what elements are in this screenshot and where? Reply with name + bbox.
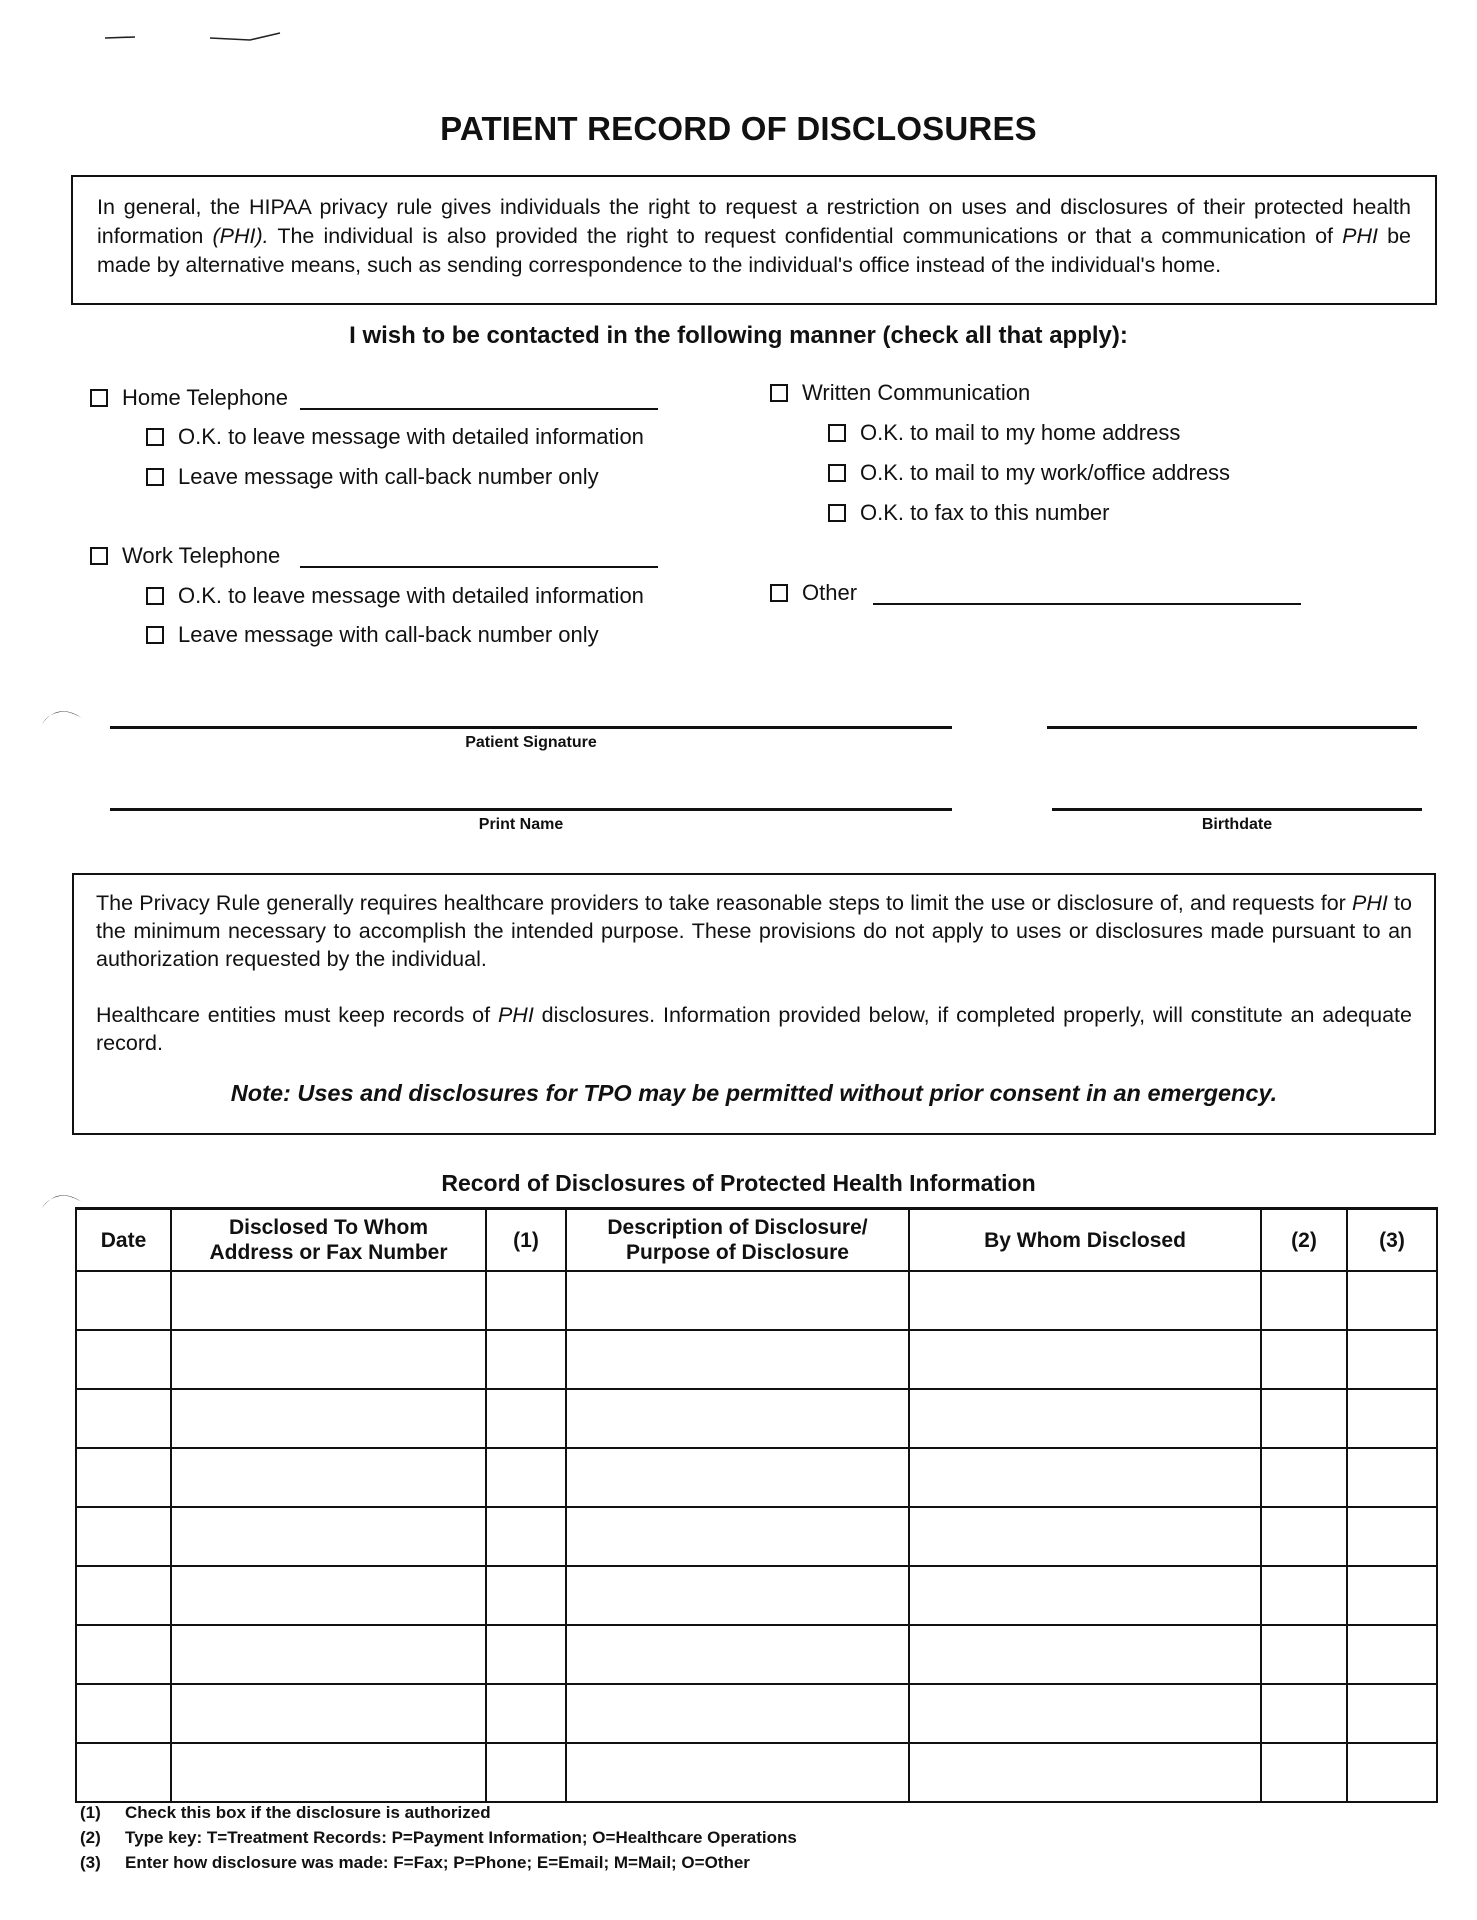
- cell-authorized[interactable]: [486, 1625, 566, 1684]
- page-title: PATIENT RECORD OF DISCLOSURES: [440, 110, 1037, 147]
- home-callback-only-option[interactable]: [146, 464, 599, 490]
- cell-description[interactable]: [566, 1448, 909, 1507]
- other-contact-label: Other: [802, 580, 858, 605]
- birthdate-field[interactable]: [1052, 808, 1422, 811]
- mail-home-address-checkbox[interactable]: [828, 424, 846, 442]
- cell-by-whom[interactable]: [909, 1684, 1261, 1743]
- work-callback-only-option[interactable]: [146, 622, 599, 648]
- cell-authorized[interactable]: [486, 1330, 566, 1389]
- written-communication-label: Written Communication: [802, 380, 1031, 405]
- cell-method[interactable]: [1347, 1448, 1437, 1507]
- cell-authorized[interactable]: [486, 1271, 566, 1330]
- cell-method[interactable]: [1347, 1625, 1437, 1684]
- table-row: [76, 1566, 1437, 1625]
- cell-authorized[interactable]: [486, 1389, 566, 1448]
- cell-type[interactable]: [1261, 1625, 1347, 1684]
- work-telephone-option[interactable]: [90, 543, 658, 569]
- cell-by-whom[interactable]: [909, 1507, 1261, 1566]
- table-row: [76, 1330, 1437, 1389]
- fax-number-option[interactable]: [828, 500, 1109, 526]
- home-detailed-message-checkbox[interactable]: [146, 428, 164, 446]
- cell-description[interactable]: [566, 1743, 909, 1802]
- mail-home-address-option[interactable]: [828, 420, 1180, 446]
- work-detailed-message-label: O.K. to leave message with detailed information: [178, 583, 644, 608]
- tpo-emergency-note: Note: Uses and disclosures for TPO may be permitted without prior consent in an emergency.: [230, 1080, 1278, 1106]
- cell-description[interactable]: [566, 1566, 909, 1625]
- cell-authorized[interactable]: [486, 1684, 566, 1743]
- cell-method[interactable]: [1347, 1566, 1437, 1625]
- cell-authorized[interactable]: [486, 1566, 566, 1625]
- work-telephone-checkbox[interactable]: [90, 547, 108, 565]
- disclosure-table-title: Record of Disclosures of Protected Health Information: [441, 1170, 1036, 1196]
- home-callback-only-checkbox[interactable]: [146, 468, 164, 486]
- table-header-row: [76, 1209, 1437, 1272]
- cell-type[interactable]: [1261, 1566, 1347, 1625]
- cell-type[interactable]: [1261, 1271, 1347, 1330]
- punch-hole-mark-icon: [38, 700, 88, 728]
- other-contact-option[interactable]: [770, 580, 1301, 606]
- home-callback-only-label: Leave message with call-back number only: [178, 464, 599, 489]
- cell-type[interactable]: [1261, 1330, 1347, 1389]
- cell-authorized[interactable]: [486, 1743, 566, 1802]
- cell-description[interactable]: [566, 1330, 909, 1389]
- cell-date[interactable]: [76, 1330, 171, 1389]
- cell-date[interactable]: [76, 1271, 171, 1330]
- cell-authorized[interactable]: [486, 1448, 566, 1507]
- cell-by-whom[interactable]: [909, 1389, 1261, 1448]
- fax-number-checkbox[interactable]: [828, 504, 846, 522]
- home-telephone-input[interactable]: [300, 386, 658, 410]
- cell-disclosed-to[interactable]: [171, 1684, 486, 1743]
- table-row: [76, 1448, 1437, 1507]
- footnote-3: (3) Enter how disclosure was made: F=Fax; P=Phone; E=Email; M=Mail; O=Other: [80, 1853, 750, 1872]
- cell-description[interactable]: [566, 1507, 909, 1566]
- cell-date[interactable]: [76, 1625, 171, 1684]
- cell-by-whom[interactable]: [909, 1330, 1261, 1389]
- work-callback-only-checkbox[interactable]: [146, 626, 164, 644]
- privacy-rule-paragraph: The Privacy Rule generally requires healthcare providers to take reasonable steps to limit the use or disclosure of, and requests for PHI to the minimum necessary to accomplish the intended purpose. These provisions do not apply to uses or disclosures made pursuant to an authorization requested by the individual.: [96, 891, 1412, 971]
- table-row: [76, 1684, 1437, 1743]
- cell-date[interactable]: [76, 1507, 171, 1566]
- footnote-1: (1) Check this box if the disclosure is authorized: [80, 1803, 491, 1822]
- cell-description[interactable]: [566, 1271, 909, 1330]
- cell-authorized[interactable]: [486, 1507, 566, 1566]
- cell-disclosed-to[interactable]: [171, 1743, 486, 1802]
- cell-method[interactable]: [1347, 1684, 1437, 1743]
- home-telephone-option[interactable]: [90, 385, 658, 411]
- table-row: [76, 1507, 1437, 1566]
- home-telephone-label: Home Telephone: [122, 385, 288, 410]
- birthdate-label: Birthdate: [1201, 816, 1273, 833]
- patient-signature-field[interactable]: [110, 726, 952, 729]
- column-header-by-whom: By Whom Disclosed: [909, 1209, 1261, 1272]
- cell-type[interactable]: [1261, 1389, 1347, 1448]
- scan-artifact-top: [100, 28, 300, 48]
- cell-method[interactable]: [1347, 1271, 1437, 1330]
- written-communication-checkbox[interactable]: [770, 384, 788, 402]
- table-row: [76, 1625, 1437, 1684]
- cell-by-whom[interactable]: [909, 1271, 1261, 1330]
- cell-description[interactable]: [566, 1625, 909, 1684]
- mail-work-address-checkbox[interactable]: [828, 464, 846, 482]
- cell-method[interactable]: [1347, 1507, 1437, 1566]
- written-communication-option[interactable]: [770, 380, 1030, 406]
- cell-date[interactable]: [76, 1566, 171, 1625]
- hipaa-intro-box: [71, 175, 1437, 305]
- cell-date[interactable]: [76, 1448, 171, 1507]
- column-header-description: Description of Disclosure/ Purpose of Disclosure: [566, 1209, 909, 1272]
- table-row: [76, 1743, 1437, 1802]
- print-name-field[interactable]: [110, 808, 952, 811]
- disclosure-record-table: [75, 1207, 1438, 1803]
- print-name-label: Print Name: [478, 816, 564, 833]
- cell-disclosed-to[interactable]: [171, 1566, 486, 1625]
- hipaa-intro-text: In general, the HIPAA privacy rule gives individuals the right to request a restriction on uses and disclosures of their protected health information (PHI). The individual is also provided the right to request confidential communications or that a communication of PHI be made by alternative means, such as sending correspondence to the individual's office instead of the individual's home.: [97, 195, 1411, 277]
- table-footnotes: [80, 1800, 797, 1875]
- cell-date[interactable]: [76, 1389, 171, 1448]
- work-telephone-input[interactable]: [300, 544, 658, 568]
- other-contact-checkbox[interactable]: [770, 584, 788, 602]
- cell-by-whom[interactable]: [909, 1448, 1261, 1507]
- cell-by-whom[interactable]: [909, 1566, 1261, 1625]
- contact-preference-heading: I wish to be contacted in the following manner (check all that apply):: [349, 322, 1128, 349]
- home-detailed-message-label: O.K. to leave message with detailed information: [178, 424, 644, 449]
- work-telephone-label: Work Telephone: [122, 543, 281, 568]
- column-header-date: Date: [76, 1209, 171, 1272]
- cell-disclosed-to[interactable]: [171, 1271, 486, 1330]
- cell-description[interactable]: [566, 1389, 909, 1448]
- column-header-disclosed-to: Disclosed To Whom Address or Fax Number: [171, 1209, 486, 1272]
- cell-by-whom[interactable]: [909, 1743, 1261, 1802]
- cell-disclosed-to[interactable]: [171, 1389, 486, 1448]
- other-contact-input[interactable]: [873, 581, 1301, 605]
- cell-method[interactable]: [1347, 1330, 1437, 1389]
- column-header-method: (3): [1347, 1209, 1437, 1272]
- column-header-authorized: (1): [486, 1209, 566, 1272]
- mail-home-address-label: O.K. to mail to my home address: [860, 420, 1181, 445]
- work-detailed-message-checkbox[interactable]: [146, 587, 164, 605]
- mail-work-address-label: O.K. to mail to my work/office address: [860, 460, 1231, 485]
- footnote-2: (2) Type key: T=Treatment Records: P=Payment Information; O=Healthcare Operations: [80, 1828, 797, 1847]
- table-row: [76, 1389, 1437, 1448]
- cell-by-whom[interactable]: [909, 1625, 1261, 1684]
- table-row: [76, 1271, 1437, 1330]
- work-callback-only-label: Leave message with call-back number only: [178, 622, 599, 647]
- signature-date-field[interactable]: [1047, 726, 1417, 729]
- cell-disclosed-to[interactable]: [171, 1625, 486, 1684]
- record-keeping-paragraph: Healthcare entities must keep records of PHI disclosures. Information provided below, if completed properly, will constitute an adequate record.: [96, 1003, 1412, 1055]
- home-detailed-message-option[interactable]: [146, 424, 644, 450]
- home-telephone-checkbox[interactable]: [90, 389, 108, 407]
- cell-description[interactable]: [566, 1684, 909, 1743]
- cell-type[interactable]: [1261, 1743, 1347, 1802]
- cell-disclosed-to[interactable]: [171, 1330, 486, 1389]
- fax-number-label: O.K. to fax to this number: [860, 500, 1110, 525]
- work-detailed-message-option[interactable]: [146, 583, 644, 609]
- cell-type[interactable]: [1261, 1507, 1347, 1566]
- cell-date[interactable]: [76, 1743, 171, 1802]
- privacy-rule-box: [72, 873, 1436, 1135]
- cell-method[interactable]: [1347, 1389, 1437, 1448]
- patient-signature-label: Patient Signature: [465, 734, 597, 751]
- column-header-type: (2): [1261, 1209, 1347, 1272]
- cell-method[interactable]: [1347, 1743, 1437, 1802]
- mail-work-address-option[interactable]: [828, 460, 1230, 486]
- cell-type[interactable]: [1261, 1448, 1347, 1507]
- cell-date[interactable]: [76, 1684, 171, 1743]
- cell-disclosed-to[interactable]: [171, 1507, 486, 1566]
- cell-type[interactable]: [1261, 1684, 1347, 1743]
- cell-disclosed-to[interactable]: [171, 1448, 486, 1507]
